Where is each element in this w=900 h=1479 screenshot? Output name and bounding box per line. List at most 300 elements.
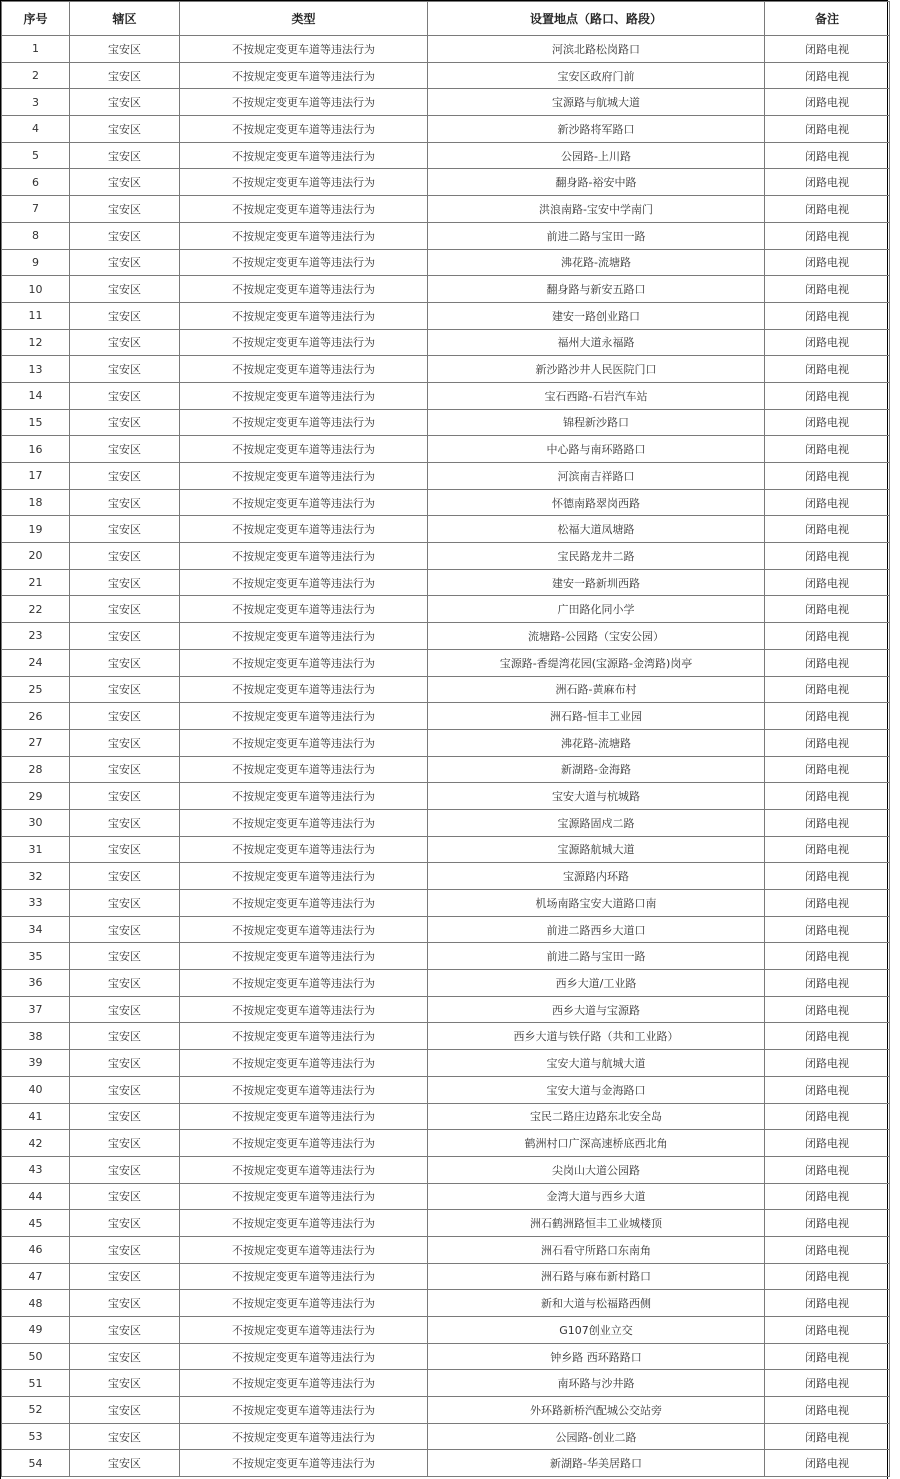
row-type: 不按规定变更车道等违法行为 xyxy=(180,676,428,703)
row-district: 宝安区 xyxy=(70,1210,180,1237)
row-index: 13 xyxy=(2,356,70,383)
row-remark: 闭路电视 xyxy=(765,276,890,303)
row-district: 宝安区 xyxy=(70,890,180,917)
row-index: 53 xyxy=(2,1423,70,1450)
row-type: 不按规定变更车道等违法行为 xyxy=(180,222,428,249)
row-remark: 闭路电视 xyxy=(765,1076,890,1103)
table-row xyxy=(2,729,890,756)
table-row xyxy=(2,1076,890,1103)
row-index: 18 xyxy=(2,489,70,516)
row-district: 宝安区 xyxy=(70,516,180,543)
table-row xyxy=(2,1397,890,1424)
table-row xyxy=(2,1130,890,1157)
row-index: 28 xyxy=(2,756,70,783)
row-type: 不按规定变更车道等违法行为 xyxy=(180,196,428,223)
row-index: 20 xyxy=(2,543,70,570)
row-location: 沸花路-流塘路 xyxy=(428,249,765,276)
row-district: 宝安区 xyxy=(70,302,180,329)
row-remark: 闭路电视 xyxy=(765,516,890,543)
row-remark: 闭路电视 xyxy=(765,890,890,917)
row-index: 16 xyxy=(2,436,70,463)
row-index: 9 xyxy=(2,249,70,276)
row-location: 沸花路-流塘路 xyxy=(428,729,765,756)
row-remark: 闭路电视 xyxy=(765,329,890,356)
row-type: 不按规定变更车道等违法行为 xyxy=(180,1290,428,1317)
row-location: 怀德南路翠岗西路 xyxy=(428,489,765,516)
row-district: 宝安区 xyxy=(70,596,180,623)
row-type: 不按规定变更车道等违法行为 xyxy=(180,62,428,89)
row-remark: 闭路电视 xyxy=(765,623,890,650)
row-location: 西乡大道与宝源路 xyxy=(428,996,765,1023)
row-type: 不按规定变更车道等违法行为 xyxy=(180,1156,428,1183)
table-row xyxy=(2,116,890,143)
table-row xyxy=(2,1050,890,1077)
row-location: 松福大道凤塘路 xyxy=(428,516,765,543)
row-district: 宝安区 xyxy=(70,676,180,703)
row-index: 17 xyxy=(2,463,70,490)
row-district: 宝安区 xyxy=(70,436,180,463)
row-district: 宝安区 xyxy=(70,996,180,1023)
row-type: 不按规定变更车道等违法行为 xyxy=(180,489,428,516)
row-remark: 闭路电视 xyxy=(765,1370,890,1397)
row-index: 15 xyxy=(2,409,70,436)
row-type: 不按规定变更车道等违法行为 xyxy=(180,1423,428,1450)
table-row xyxy=(2,1423,890,1450)
row-remark: 闭路电视 xyxy=(765,382,890,409)
row-remark: 闭路电视 xyxy=(765,1236,890,1263)
row-remark: 闭路电视 xyxy=(765,249,890,276)
table-row xyxy=(2,649,890,676)
row-type: 不按规定变更车道等违法行为 xyxy=(180,1076,428,1103)
row-remark: 闭路电视 xyxy=(765,463,890,490)
row-district: 宝安区 xyxy=(70,836,180,863)
row-district: 宝安区 xyxy=(70,196,180,223)
row-location: G107创业立交 xyxy=(428,1317,765,1344)
row-location: 宝民二路庄边路东北安全岛 xyxy=(428,1103,765,1130)
row-type: 不按规定变更车道等违法行为 xyxy=(180,1023,428,1050)
row-type: 不按规定变更车道等违法行为 xyxy=(180,89,428,116)
table-row xyxy=(2,916,890,943)
table-row xyxy=(2,783,890,810)
row-type: 不按规定变更车道等违法行为 xyxy=(180,302,428,329)
row-location: 公园路-上川路 xyxy=(428,142,765,169)
row-remark: 闭路电视 xyxy=(765,1290,890,1317)
row-remark: 闭路电视 xyxy=(765,596,890,623)
row-remark: 闭路电视 xyxy=(765,1343,890,1370)
row-district: 宝安区 xyxy=(70,943,180,970)
row-index: 29 xyxy=(2,783,70,810)
row-location: 新和大道与松福路西侧 xyxy=(428,1290,765,1317)
table-row xyxy=(2,36,890,63)
table-row xyxy=(2,1236,890,1263)
row-district: 宝安区 xyxy=(70,222,180,249)
table-row xyxy=(2,382,890,409)
row-location: 河滨南吉祥路口 xyxy=(428,463,765,490)
row-location: 宝民路龙井二路 xyxy=(428,543,765,570)
row-remark: 闭路电视 xyxy=(765,836,890,863)
row-index: 21 xyxy=(2,569,70,596)
row-remark: 闭路电视 xyxy=(765,142,890,169)
row-type: 不按规定变更车道等违法行为 xyxy=(180,142,428,169)
row-remark: 闭路电视 xyxy=(765,62,890,89)
row-district: 宝安区 xyxy=(70,916,180,943)
row-district: 宝安区 xyxy=(70,409,180,436)
row-index: 36 xyxy=(2,970,70,997)
row-index: 42 xyxy=(2,1130,70,1157)
table-row xyxy=(2,222,890,249)
row-district: 宝安区 xyxy=(70,1423,180,1450)
row-index: 25 xyxy=(2,676,70,703)
row-type: 不按规定变更车道等违法行为 xyxy=(180,1103,428,1130)
row-remark: 闭路电视 xyxy=(765,1156,890,1183)
row-type: 不按规定变更车道等违法行为 xyxy=(180,1370,428,1397)
row-index: 5 xyxy=(2,142,70,169)
header-district: 辖区 xyxy=(70,2,180,36)
row-location: 西乡大道/工业路 xyxy=(428,970,765,997)
row-district: 宝安区 xyxy=(70,329,180,356)
table-row xyxy=(2,329,890,356)
row-index: 48 xyxy=(2,1290,70,1317)
row-type: 不按规定变更车道等违法行为 xyxy=(180,382,428,409)
row-type: 不按规定变更车道等违法行为 xyxy=(180,1343,428,1370)
row-location: 新湖路-华美居路口 xyxy=(428,1450,765,1477)
row-location: 新沙路沙井人民医院门口 xyxy=(428,356,765,383)
row-remark: 闭路电视 xyxy=(765,676,890,703)
row-location: 宝安区政府门前 xyxy=(428,62,765,89)
table-row xyxy=(2,756,890,783)
row-district: 宝安区 xyxy=(70,1076,180,1103)
row-location: 前进二路与宝田一路 xyxy=(428,943,765,970)
row-remark: 闭路电视 xyxy=(765,916,890,943)
row-index: 46 xyxy=(2,1236,70,1263)
row-remark: 闭路电视 xyxy=(765,1263,890,1290)
row-remark: 闭路电视 xyxy=(765,996,890,1023)
table-row xyxy=(2,836,890,863)
row-index: 44 xyxy=(2,1183,70,1210)
row-type: 不按规定变更车道等违法行为 xyxy=(180,36,428,63)
row-location: 尖岗山大道公园路 xyxy=(428,1156,765,1183)
row-index: 1 xyxy=(2,36,70,63)
row-index: 10 xyxy=(2,276,70,303)
header-type: 类型 xyxy=(180,2,428,36)
row-location: 宝安大道与金海路口 xyxy=(428,1076,765,1103)
table-row xyxy=(2,196,890,223)
table-row xyxy=(2,1370,890,1397)
row-district: 宝安区 xyxy=(70,1156,180,1183)
row-type: 不按规定变更车道等违法行为 xyxy=(180,970,428,997)
row-location: 洲石看守所路口东南角 xyxy=(428,1236,765,1263)
table-row xyxy=(2,169,890,196)
row-index: 6 xyxy=(2,169,70,196)
row-remark: 闭路电视 xyxy=(765,116,890,143)
row-location: 宝源路-香缇湾花园(宝源路-金湾路)岗亭 xyxy=(428,649,765,676)
row-remark: 闭路电视 xyxy=(765,196,890,223)
table-row xyxy=(2,1290,890,1317)
row-index: 14 xyxy=(2,382,70,409)
table-row xyxy=(2,436,890,463)
row-remark: 闭路电视 xyxy=(765,1050,890,1077)
row-index: 54 xyxy=(2,1450,70,1477)
table-row xyxy=(2,569,890,596)
row-location: 建安一路新圳西路 xyxy=(428,569,765,596)
row-index: 2 xyxy=(2,62,70,89)
row-index: 45 xyxy=(2,1210,70,1237)
table-row xyxy=(2,249,890,276)
row-location: 南环路与沙井路 xyxy=(428,1370,765,1397)
row-remark: 闭路电视 xyxy=(765,169,890,196)
row-location: 新湖路-金海路 xyxy=(428,756,765,783)
table-row xyxy=(2,970,890,997)
row-type: 不按规定变更车道等违法行为 xyxy=(180,436,428,463)
row-location: 洪浪南路-宝安中学南门 xyxy=(428,196,765,223)
row-location: 洲石路与麻布新村路口 xyxy=(428,1263,765,1290)
row-location: 机场南路宝安大道路口南 xyxy=(428,890,765,917)
row-district: 宝安区 xyxy=(70,1236,180,1263)
table-row xyxy=(2,1183,890,1210)
row-district: 宝安区 xyxy=(70,1183,180,1210)
row-remark: 闭路电视 xyxy=(765,783,890,810)
row-location: 中心路与南环路路口 xyxy=(428,436,765,463)
row-type: 不按规定变更车道等违法行为 xyxy=(180,169,428,196)
row-remark: 闭路电视 xyxy=(765,436,890,463)
row-index: 27 xyxy=(2,729,70,756)
table-row xyxy=(2,890,890,917)
row-type: 不按规定变更车道等违法行为 xyxy=(180,809,428,836)
row-location: 洲石鹤洲路恒丰工业城楼顶 xyxy=(428,1210,765,1237)
row-district: 宝安区 xyxy=(70,276,180,303)
row-location: 流塘路-公园路（宝安公园） xyxy=(428,623,765,650)
row-type: 不按规定变更车道等违法行为 xyxy=(180,116,428,143)
row-location: 金湾大道与西乡大道 xyxy=(428,1183,765,1210)
row-type: 不按规定变更车道等违法行为 xyxy=(180,1263,428,1290)
row-location: 河滨北路松岗路口 xyxy=(428,36,765,63)
table-row xyxy=(2,596,890,623)
row-index: 23 xyxy=(2,623,70,650)
row-district: 宝安区 xyxy=(70,1343,180,1370)
row-remark: 闭路电视 xyxy=(765,729,890,756)
row-index: 37 xyxy=(2,996,70,1023)
row-district: 宝安区 xyxy=(70,62,180,89)
header-location: 设置地点（路口、路段） xyxy=(428,2,765,36)
row-type: 不按规定变更车道等违法行为 xyxy=(180,329,428,356)
table-row xyxy=(2,409,890,436)
row-location: 宝源路内环路 xyxy=(428,863,765,890)
row-type: 不按规定变更车道等违法行为 xyxy=(180,623,428,650)
row-index: 30 xyxy=(2,809,70,836)
row-type: 不按规定变更车道等违法行为 xyxy=(180,756,428,783)
row-remark: 闭路电视 xyxy=(765,36,890,63)
row-type: 不按规定变更车道等违法行为 xyxy=(180,596,428,623)
row-location: 公园路-创业二路 xyxy=(428,1423,765,1450)
row-index: 52 xyxy=(2,1397,70,1424)
row-index: 35 xyxy=(2,943,70,970)
row-remark: 闭路电视 xyxy=(765,1317,890,1344)
row-district: 宝安区 xyxy=(70,970,180,997)
row-remark: 闭路电视 xyxy=(765,1210,890,1237)
row-type: 不按规定变更车道等违法行为 xyxy=(180,1183,428,1210)
row-remark: 闭路电视 xyxy=(765,809,890,836)
table-row xyxy=(2,142,890,169)
row-location: 钟乡路 西环路路口 xyxy=(428,1343,765,1370)
row-district: 宝安区 xyxy=(70,1397,180,1424)
row-district: 宝安区 xyxy=(70,1050,180,1077)
table-row xyxy=(2,1023,890,1050)
table-row xyxy=(2,489,890,516)
table-row xyxy=(2,356,890,383)
row-location: 锦程新沙路口 xyxy=(428,409,765,436)
row-type: 不按规定变更车道等违法行为 xyxy=(180,1450,428,1477)
row-location: 宝安大道与航城大道 xyxy=(428,1050,765,1077)
row-district: 宝安区 xyxy=(70,1317,180,1344)
row-type: 不按规定变更车道等违法行为 xyxy=(180,543,428,570)
row-district: 宝安区 xyxy=(70,116,180,143)
row-remark: 闭路电视 xyxy=(765,703,890,730)
row-location: 宝源路固戍二路 xyxy=(428,809,765,836)
row-type: 不按规定变更车道等违法行为 xyxy=(180,569,428,596)
row-index: 32 xyxy=(2,863,70,890)
row-location: 宝源路航城大道 xyxy=(428,836,765,863)
row-index: 43 xyxy=(2,1156,70,1183)
row-district: 宝安区 xyxy=(70,36,180,63)
row-remark: 闭路电视 xyxy=(765,1103,890,1130)
row-location: 洲石路-恒丰工业园 xyxy=(428,703,765,730)
row-district: 宝安区 xyxy=(70,1103,180,1130)
table-row xyxy=(2,1343,890,1370)
row-index: 7 xyxy=(2,196,70,223)
row-type: 不按规定变更车道等违法行为 xyxy=(180,996,428,1023)
row-index: 33 xyxy=(2,890,70,917)
row-remark: 闭路电视 xyxy=(765,1023,890,1050)
row-district: 宝安区 xyxy=(70,356,180,383)
table-row xyxy=(2,1103,890,1130)
row-location: 宝石西路-石岩汽车站 xyxy=(428,382,765,409)
table-row xyxy=(2,1210,890,1237)
row-type: 不按规定变更车道等违法行为 xyxy=(180,916,428,943)
row-district: 宝安区 xyxy=(70,623,180,650)
row-district: 宝安区 xyxy=(70,89,180,116)
table-row xyxy=(2,516,890,543)
row-remark: 闭路电视 xyxy=(765,1183,890,1210)
row-location: 前进二路西乡大道口 xyxy=(428,916,765,943)
row-district: 宝安区 xyxy=(70,1450,180,1477)
table-row xyxy=(2,996,890,1023)
row-remark: 闭路电视 xyxy=(765,1450,890,1477)
row-index: 40 xyxy=(2,1076,70,1103)
row-index: 8 xyxy=(2,222,70,249)
row-index: 39 xyxy=(2,1050,70,1077)
row-index: 31 xyxy=(2,836,70,863)
row-location: 外环路新桥汽配城公交站旁 xyxy=(428,1397,765,1424)
row-district: 宝安区 xyxy=(70,863,180,890)
row-district: 宝安区 xyxy=(70,783,180,810)
row-index: 3 xyxy=(2,89,70,116)
row-index: 51 xyxy=(2,1370,70,1397)
row-location: 新沙路将军路口 xyxy=(428,116,765,143)
row-index: 41 xyxy=(2,1103,70,1130)
row-district: 宝安区 xyxy=(70,543,180,570)
row-location: 前进二路与宝田一路 xyxy=(428,222,765,249)
row-district: 宝安区 xyxy=(70,729,180,756)
row-location: 广田路化同小学 xyxy=(428,596,765,623)
row-type: 不按规定变更车道等违法行为 xyxy=(180,463,428,490)
table-body xyxy=(2,36,890,1477)
row-type: 不按规定变更车道等违法行为 xyxy=(180,1130,428,1157)
row-district: 宝安区 xyxy=(70,463,180,490)
row-type: 不按规定变更车道等违法行为 xyxy=(180,356,428,383)
row-district: 宝安区 xyxy=(70,169,180,196)
row-remark: 闭路电视 xyxy=(765,1130,890,1157)
row-remark: 闭路电视 xyxy=(765,863,890,890)
row-district: 宝安区 xyxy=(70,1290,180,1317)
table-row xyxy=(2,676,890,703)
row-district: 宝安区 xyxy=(70,1263,180,1290)
row-type: 不按规定变更车道等违法行为 xyxy=(180,836,428,863)
table-row xyxy=(2,1156,890,1183)
row-remark: 闭路电视 xyxy=(765,489,890,516)
row-index: 49 xyxy=(2,1317,70,1344)
row-type: 不按规定变更车道等违法行为 xyxy=(180,1050,428,1077)
table-row xyxy=(2,89,890,116)
row-type: 不按规定变更车道等违法行为 xyxy=(180,863,428,890)
row-location: 宝安大道与杭城路 xyxy=(428,783,765,810)
table-row xyxy=(2,276,890,303)
row-district: 宝安区 xyxy=(70,1130,180,1157)
row-district: 宝安区 xyxy=(70,1370,180,1397)
header-row xyxy=(2,2,890,36)
row-type: 不按规定变更车道等违法行为 xyxy=(180,729,428,756)
row-location: 翻身路与新安五路口 xyxy=(428,276,765,303)
row-index: 4 xyxy=(2,116,70,143)
header-index: 序号 xyxy=(2,2,70,36)
row-type: 不按规定变更车道等违法行为 xyxy=(180,703,428,730)
row-remark: 闭路电视 xyxy=(765,1423,890,1450)
row-district: 宝安区 xyxy=(70,142,180,169)
row-remark: 闭路电视 xyxy=(765,302,890,329)
row-remark: 闭路电视 xyxy=(765,970,890,997)
row-remark: 闭路电视 xyxy=(765,409,890,436)
table-row xyxy=(2,863,890,890)
row-district: 宝安区 xyxy=(70,756,180,783)
row-district: 宝安区 xyxy=(70,809,180,836)
table-row xyxy=(2,302,890,329)
row-remark: 闭路电视 xyxy=(765,89,890,116)
row-district: 宝安区 xyxy=(70,569,180,596)
row-location: 西乡大道与铁仔路（共和工业路） xyxy=(428,1023,765,1050)
row-type: 不按规定变更车道等违法行为 xyxy=(180,249,428,276)
row-district: 宝安区 xyxy=(70,1023,180,1050)
row-remark: 闭路电视 xyxy=(765,543,890,570)
table-row xyxy=(2,809,890,836)
table-row xyxy=(2,623,890,650)
row-remark: 闭路电视 xyxy=(765,943,890,970)
table-row xyxy=(2,703,890,730)
row-location: 鹤洲村口广深高速桥底西北角 xyxy=(428,1130,765,1157)
row-location: 翻身路-裕安中路 xyxy=(428,169,765,196)
row-type: 不按规定变更车道等违法行为 xyxy=(180,1317,428,1344)
row-index: 47 xyxy=(2,1263,70,1290)
row-index: 34 xyxy=(2,916,70,943)
row-remark: 闭路电视 xyxy=(765,756,890,783)
row-type: 不按规定变更车道等违法行为 xyxy=(180,1397,428,1424)
camera-location-table xyxy=(1,1,890,1477)
row-location: 宝源路与航城大道 xyxy=(428,89,765,116)
row-remark: 闭路电视 xyxy=(765,649,890,676)
row-index: 22 xyxy=(2,596,70,623)
row-type: 不按规定变更车道等违法行为 xyxy=(180,890,428,917)
row-remark: 闭路电视 xyxy=(765,569,890,596)
row-district: 宝安区 xyxy=(70,489,180,516)
table-row xyxy=(2,463,890,490)
